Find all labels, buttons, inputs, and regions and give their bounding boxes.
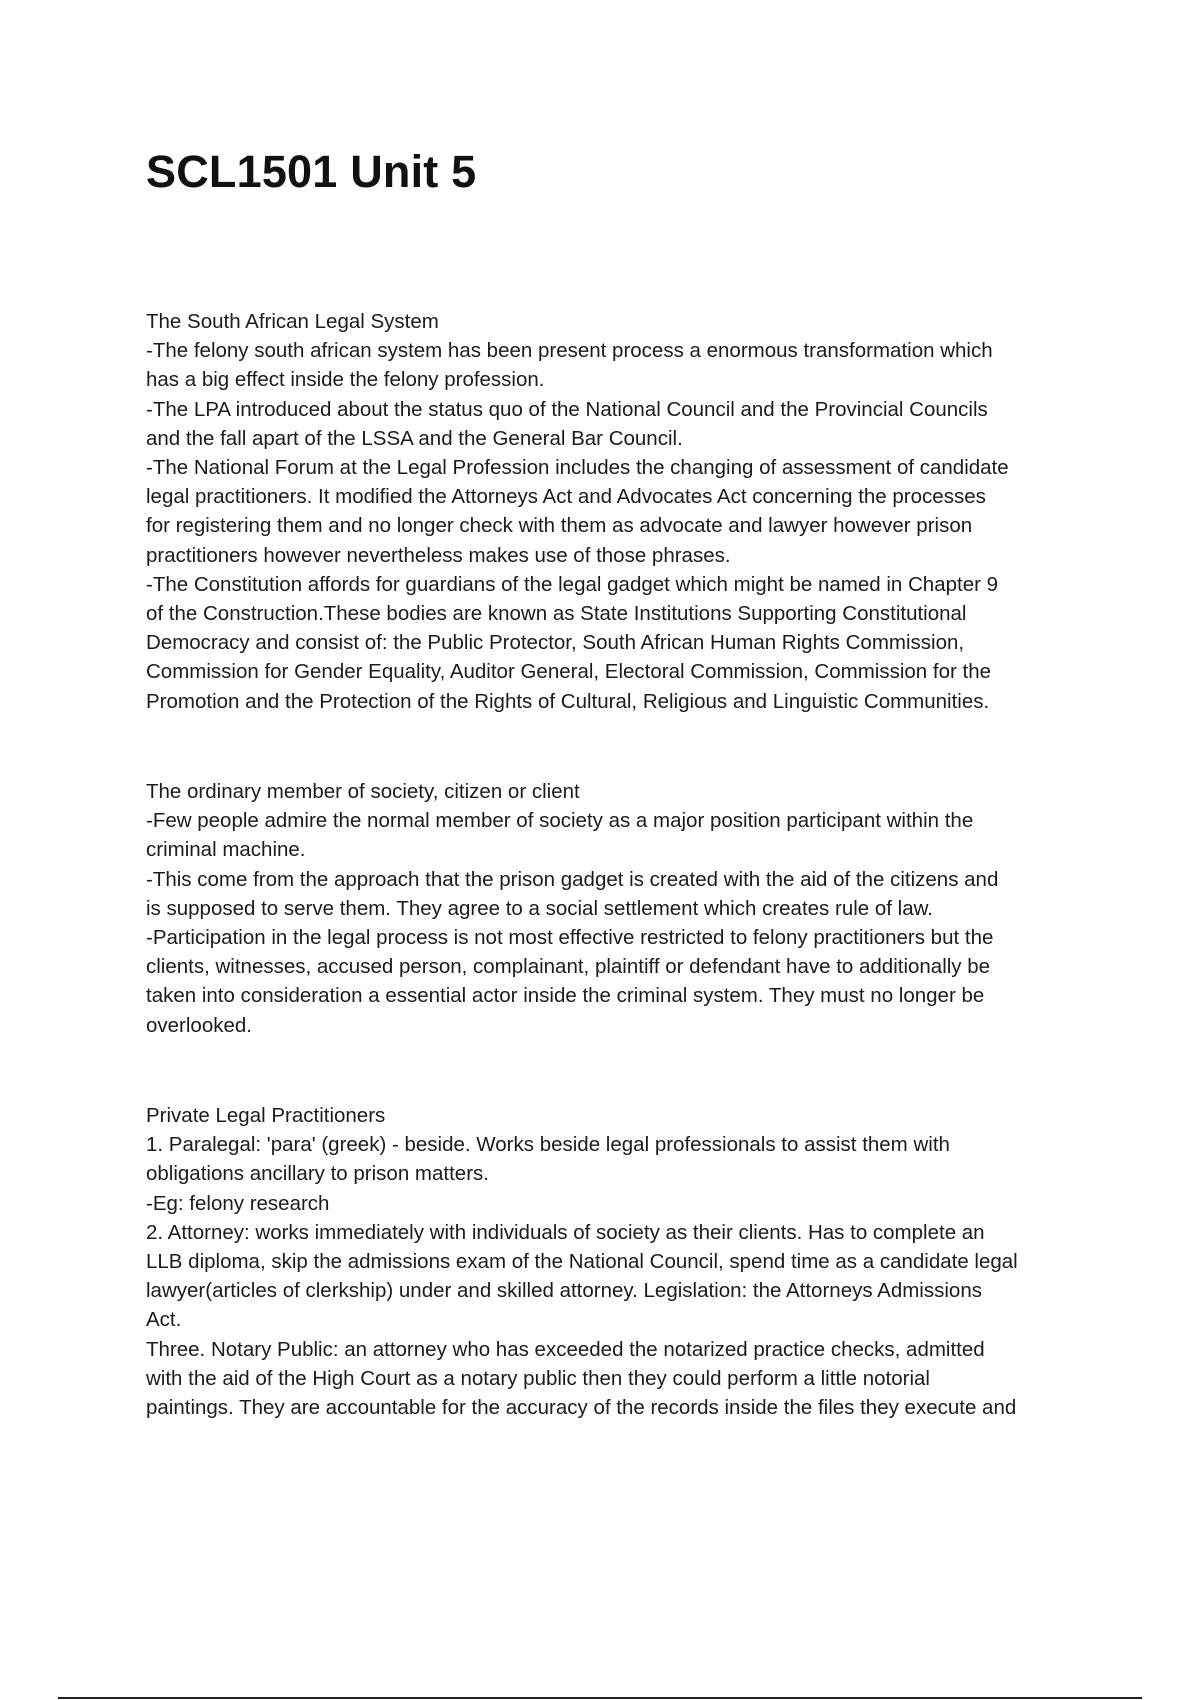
text-line: Act. (146, 1308, 182, 1332)
text-line: and the fall apart of the LSSA and the General Bar Council. (146, 426, 683, 450)
section-heading: The ordinary member of society, citizen or client (146, 780, 580, 803)
text-line: is supposed to serve them. They agree to a social settlement which creates rule of law. (146, 896, 933, 920)
text-line: -The felony south african system has been present process a enormous transformation which (146, 339, 993, 363)
text-line: -Few people admire the normal member of society as a major position participant within the (146, 809, 974, 833)
text-line: Commission for Gender Equality, Auditor General, Electoral Commission, Commission for the (146, 660, 991, 684)
text-line: Promotion and the Protection of the Rights of Cultural, Religious and Linguistic Communities. (146, 689, 990, 713)
document-title: SCL1501 Unit 5 (146, 146, 477, 197)
text-line: clients, witnesses, accused person, complainant, plaintiff or defendant have to additionally be (146, 955, 991, 979)
text-line: lawyer(articles of clerkship) under and skilled attorney. Legislation: the Attorneys Admissions (146, 1279, 982, 1303)
text-line: obligations ancillary to prison matters. (146, 1162, 489, 1186)
text-line: 2. Attorney: works immediately with individuals of society as their clients. Has to complete an (146, 1220, 985, 1244)
text-line: criminal machine. (146, 838, 306, 862)
text-line: Three. Notary Public: an attorney who has exceeded the notarized practice checks, admitted (146, 1337, 985, 1361)
section-south-african-legal-system (146, 307, 1096, 716)
text-line: overlooked. (146, 1013, 252, 1037)
text-line: LLB diploma, skip the admissions exam of the National Council, spend time as a candidate legal (146, 1250, 1018, 1274)
section-heading: The South African Legal System (146, 310, 439, 333)
text-line: -The National Forum at the Legal Profession includes the changing of assessment of candidate (146, 456, 1009, 480)
text-line: has a big effect inside the felony profession. (146, 368, 545, 392)
section-heading: Private Legal Practitioners (146, 1104, 386, 1127)
section-ordinary-member-of-society (146, 777, 1096, 1040)
section-private-legal-practitioners (146, 1101, 1096, 1422)
text-line: -Participation in the legal process is not most effective restricted to felony practitioners but the (146, 926, 994, 950)
text-line: -The Constitution affords for guardians of the legal gadget which might be named in Chapter 9 (146, 572, 999, 596)
text-line: with the aid of the High Court as a notary public then they could perform a little notorial (146, 1366, 930, 1390)
text-line: -Eg: felony research (146, 1191, 330, 1215)
text-line: 1. Paralegal: 'para' (greek) - beside. Works beside legal professionals to assist them with (146, 1133, 950, 1157)
text-line: of the Construction.These bodies are known as State Institutions Supporting Constitutional (146, 602, 967, 626)
text-line: Democracy and consist of: the Public Protector, South African Human Rights Commission, (146, 631, 965, 655)
text-line: paintings. They are accountable for the accuracy of the records inside the files they execute and (146, 1396, 1017, 1420)
text-line: for registering them and no longer check with them as advocate and lawyer however prison (146, 514, 973, 538)
text-line: practitioners however nevertheless makes use of those phrases. (146, 543, 731, 567)
text-line: legal practitioners. It modified the Attorneys Act and Advocates Act concerning the processes (146, 485, 986, 509)
text-line: -This come from the approach that the prison gadget is created with the aid of the citizens and (146, 867, 999, 891)
footer-divider (58, 1697, 1142, 1699)
text-line: -The LPA introduced about the status quo of the National Council and the Provincial Councils (146, 397, 988, 421)
text-line: taken into consideration a essential actor inside the criminal system. They must no longer be (146, 984, 985, 1008)
